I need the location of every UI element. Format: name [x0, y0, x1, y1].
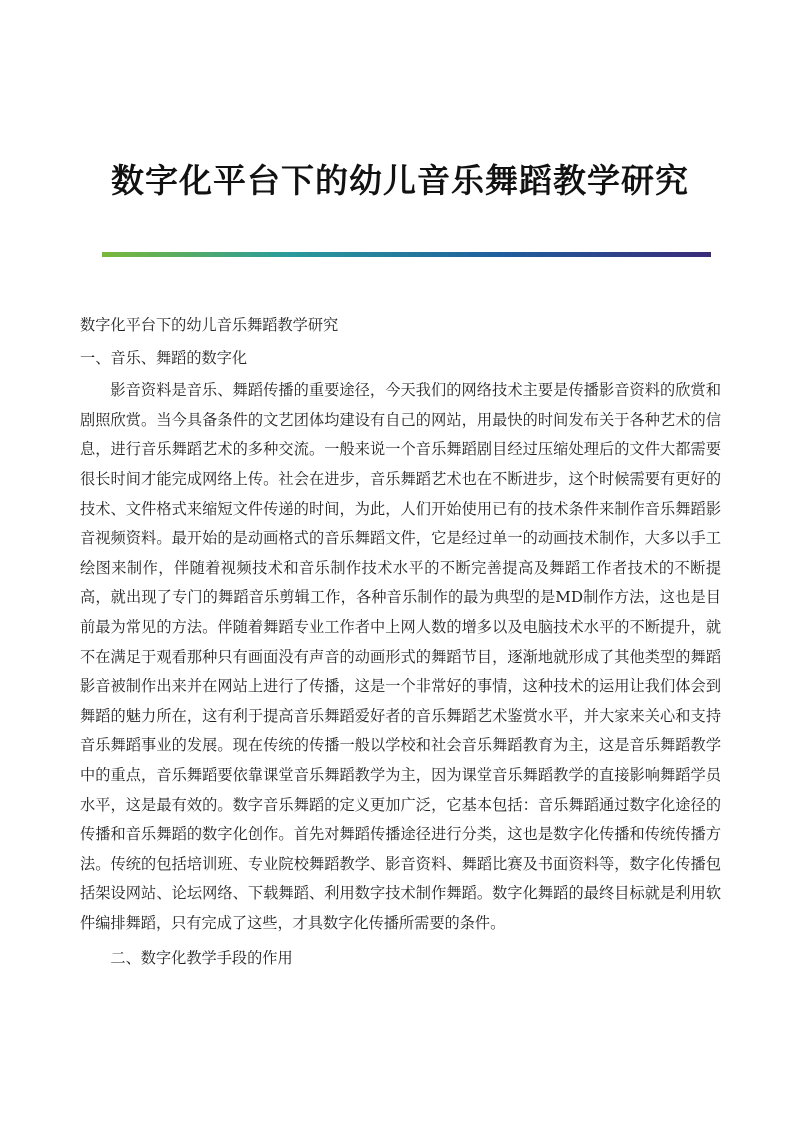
- section-heading-2: 二、数字化教学手段的作用: [110, 949, 293, 968]
- document-subtitle: 数字化平台下的幼儿音乐舞蹈教学研究: [80, 316, 339, 334]
- document-body: [80, 311, 721, 977]
- document-title: 数字化平台下的幼儿音乐舞蹈教学研究: [111, 161, 689, 200]
- title-divider: [102, 252, 711, 257]
- section-heading-1: 一、音乐、舞蹈的数字化: [80, 348, 248, 367]
- paragraph-1: 影音资料是音乐、舞蹈传播的重要途径，今天我们的网络技术主要是传播影音资料的欣赏和剧照欣赏。当今具备条件的文艺团体均建设有自己的网站，用最快的时间发布关于各种艺术的信息，进行音乐舞蹈艺术的多种交流。一般来说一个音乐舞蹈剧目经过压缩处理后的文件大都需要很长时间才能完成网络上传。社会在进步，音乐舞蹈艺术也在不断进步，这个时候需要有更好的技术、文件格式来缩短文件传递的时间，为此，人们开始使用已有的技术条件来制作音乐舞蹈影音视频资料。最开始的是动画格式的音乐舞蹈文件，它是经过单一的动画技术制作，大多以手工绘图来制作，伴随着视频技术和音乐制作技术水平的不断完善提高及舞蹈工作者技术的不断提高，就出现了专门的舞蹈音乐剪辑工作，各种音乐制作的最为典型的是MD制作方法，这也是目前最为常见的方法。伴随着舞蹈专业工作者中上网人数的增多以及电脑技术水平的不断提升，就不在满足于观看那种只有画面没有声音的动画形式的舞蹈节目，逐渐地就形成了其他类型的舞蹈影音被制作出来并在网站上进行了传播，这是一个非常好的事情，这种技术的运用让我们体会到舞蹈的魅力所在，这有利于提高音乐舞蹈爱好者的音乐舞蹈艺术鉴赏水平，并大家来关心和支持音乐舞蹈事业的发展。现在传统的传播一般以学校和社会音乐舞蹈教育为主，这是音乐舞蹈教学中的重点，音乐舞蹈要依靠课堂音乐舞蹈教学为主，因为课堂音乐舞蹈教学的直接影响舞蹈学员水平，这是最有效的。数字音乐舞蹈的定义更加广泛，它基本包括：音乐舞蹈通过数字化途径的传播和音乐舞蹈的数字化创作。首先对舞蹈传播途径进行分类，这也是数字化传播和传统传播方法。传统的包括培训班、专业院校舞蹈教学、影音资料、舞蹈比赛及书面资料等，数字化传播包括架设网站、论坛网络、下载舞蹈、利用数字技术制作舞蹈。数字化舞蹈的最终目标就是利用软件编排舞蹈，只有完成了这些，才具数字化传播所需要的条件。: [80, 381, 721, 932]
